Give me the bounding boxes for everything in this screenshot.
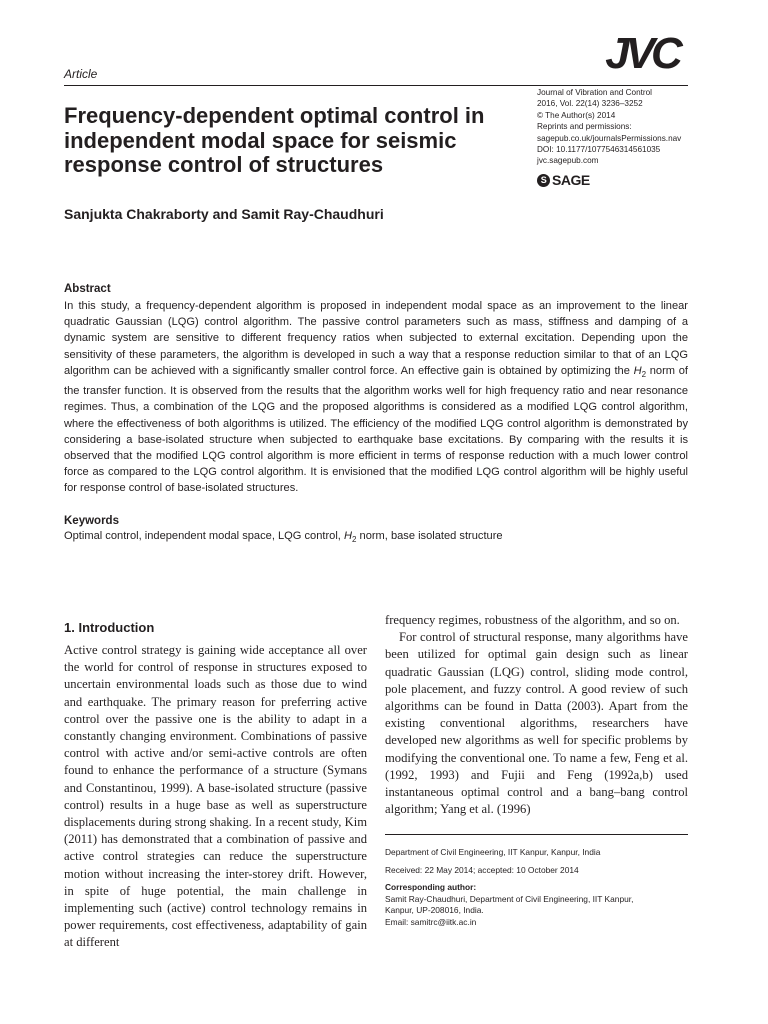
copyright: © The Author(s) 2014 — [537, 110, 616, 120]
sage-s-icon: S — [537, 174, 550, 187]
intro-paragraph-2: For control of structural response, many algorithms have been utilized for optimal gain design such as linear quadratic Gaussian (LQG) control, sliding mode control, pole placement, and fuzzy control. A good review of such algorithms can be found in Datta (2003). Apart from the existing conventional algorithms, researchers have developed new algorithms as well for specific problems by modifying the conventional one. To name a few, Feng et al. (1992, 1993) and Fujii and Feng (1992a,b) used instantaneous optimal control and a bang–bang control algorithm; Yang et al. (1996) — [385, 630, 688, 817]
keywords-text: Optimal control, independent modal space, LQG control, $H_2$ norm, base isolated structure — [64, 530, 503, 545]
received-dates: Received: 22 May 2014; accepted: 10 October 2014 — [385, 864, 579, 875]
keywords-heading: Keywords — [64, 515, 119, 527]
intro-paragraph-1: Active control strategy is gaining wide acceptance all over the world for control of response in structures exposed to uncertain environmental loads such as those due to wind and earthquake. The primary reason for preferring active control over the passive one is the ability to adapt in a constantly changing environment. Combinations of passive control with active and/or semi-active controls are often found to enhance the performance of a structure (Symans and Constantinou, 1999). A base-isolated structure (passive control) results in a huge base as well as superstructure displacements during strong shaking. In a recent study, Kim (2011) has demonstrated that a combination of passive and active control strategies can reduce the superstructure motion without increasing the inter-storey drift. However, in spite of huge potential, the main challenge in implementing such (active) control technology remains in power requirements, cost effectiveness, adaptability of gain at different — [64, 643, 367, 950]
affiliation: Department of Civil Engineering, IIT Kanpur, Kanpur, India — [385, 847, 601, 857]
journal-volume: 2016, Vol. 22(14) 3236–3252 — [537, 99, 643, 109]
body-column-right — [385, 612, 688, 818]
journal-logo — [596, 28, 688, 76]
abstract-text: In this study, a frequency-dependent algorithm is proposed in independent modal space as an improvement to the linear quadratic Gaussian (LQG) control algorithm. The passive control parameters such as mass, stiffness and damping of a dynamic system are sensitive to different frequency ratios when subjected to external excitation. Depending upon the sensitivity of these parameters, the algorithm is developed in such a way that a response reduction similar to that of an LQG algorithm can be achieved with a significantly smaller control force. An effective gain is obtained by optimizing the $H_2$ norm of the transfer function. It is observed from the results that the algorithm works well for high frequency ratio and near resonance regimes. Thus, a combination of the LQG and the proposed algorithms is considered as a modified LQG control algorithm, where the effectiveness of both algorithms is utilized. The efficiency of the modified LQG control algorithm is demonstrated by considering a base-isolated structure when subjected to earthquake base excitations. By comparing with the results it is observed that the modified LQG control algorithm is more efficient in terms of response reduction with a much lower control force as compared to the LQG control algorithm. It is envisioned that the modified LQG control algorithm will be highly useful for response control of base-isolated structures. — [64, 300, 688, 495]
corresponding-email[interactable]: Email: samitrc@iitk.ac.in — [385, 916, 477, 927]
journal-url[interactable]: jvc.sagepub.com — [537, 156, 599, 166]
reprints-label: Reprints and permissions: — [537, 122, 632, 132]
publisher-logo — [537, 172, 590, 188]
footnotes — [385, 847, 688, 929]
journal-name: Journal of Vibration and Control — [537, 88, 653, 97]
body-column-left — [64, 642, 367, 952]
publisher-name: SAGE — [552, 172, 590, 188]
journal-info — [537, 87, 697, 167]
corresponding-address: Kanpur, UP-208016, India. — [385, 905, 484, 916]
corresponding-heading: Corresponding author: — [385, 882, 477, 893]
intro-paragraph-1-cont: frequency regimes, robustness of the algorithm, and so on. — [385, 613, 680, 627]
abstract-heading: Abstract — [64, 283, 111, 295]
corresponding-author: Samit Ray-Chaudhuri, Department of Civil Engineering, IIT Kanpur, — [385, 893, 634, 904]
article-type-label: Article — [64, 67, 98, 81]
doi[interactable]: DOI: 10.1177/1077546314561035 — [537, 145, 661, 155]
svg-text:JVC: JVC — [605, 29, 679, 76]
header-rule — [64, 85, 688, 86]
authors: Sanjukta Chakraborty and Samit Ray-Chaudhuri — [64, 206, 384, 222]
permissions-link[interactable]: sagepub.co.uk/journalsPermissions.nav — [537, 133, 682, 143]
footnote-rule — [385, 834, 688, 835]
section-heading-introduction: 1. Introduction — [64, 620, 155, 635]
paper-title: Frequency-dependent optimal control in independent modal space for seismic response control of structures — [64, 103, 485, 177]
